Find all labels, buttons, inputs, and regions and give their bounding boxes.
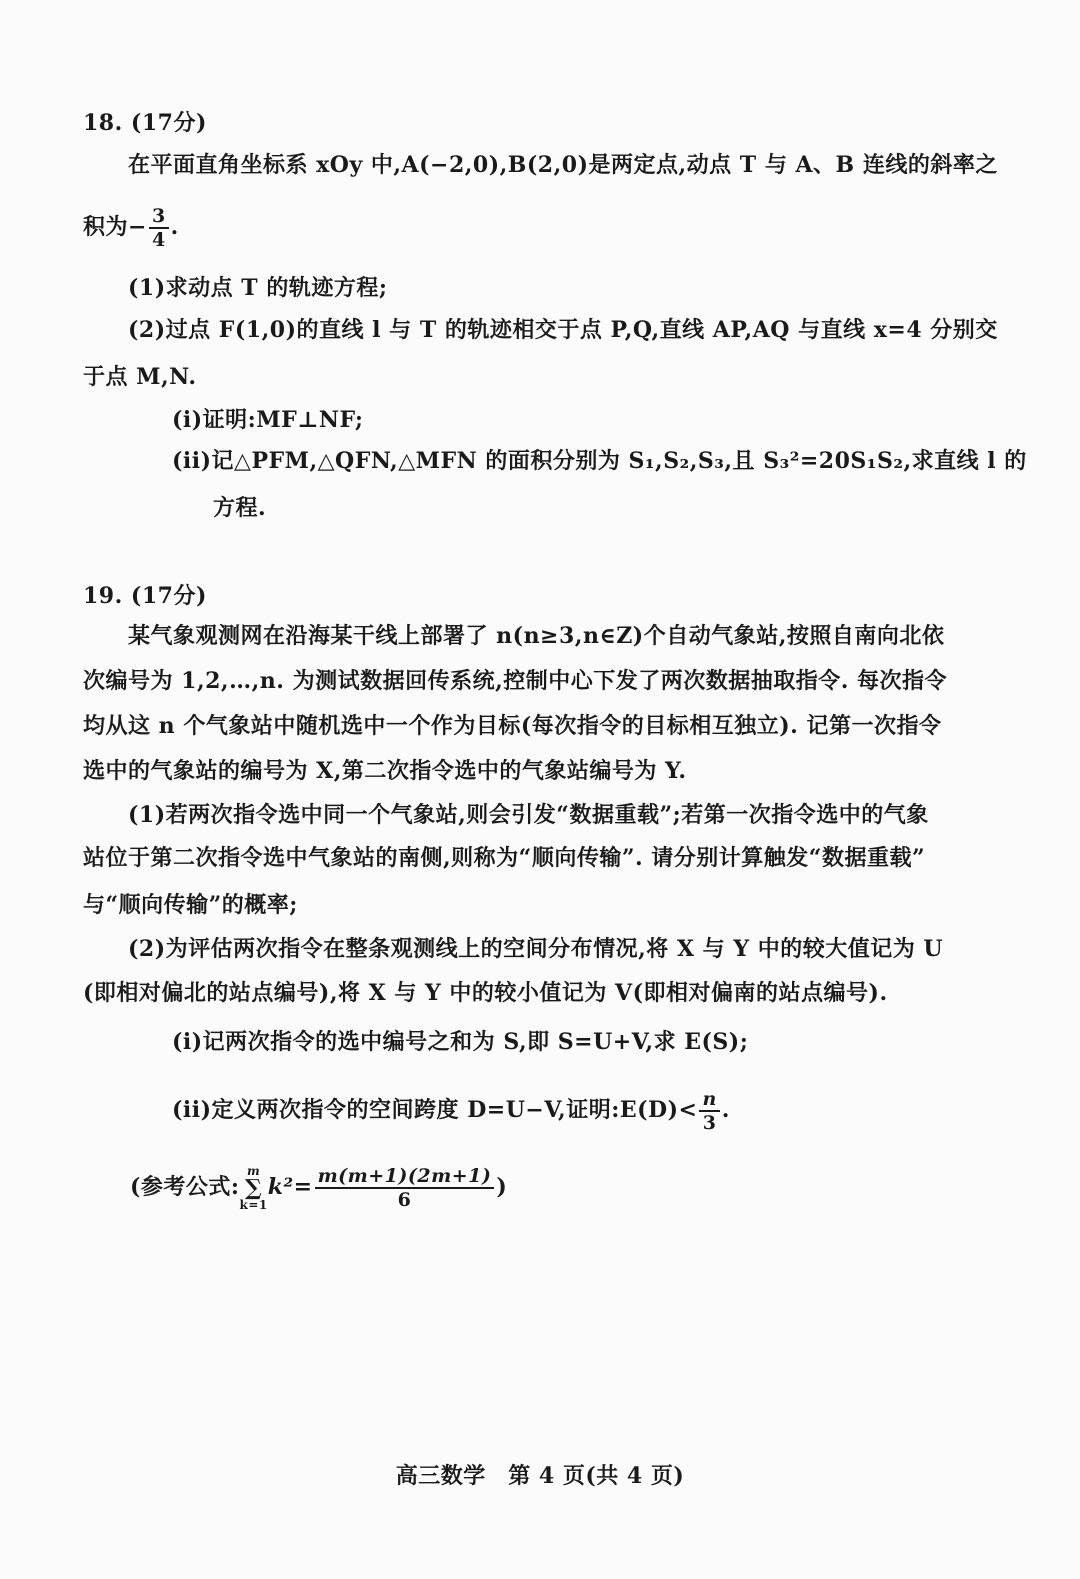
q19-part1-line: 与“顺向传输”的概率; — [83, 892, 298, 918]
denominator: 3 — [702, 1112, 717, 1134]
ref-prefix: (参考公式: — [130, 1174, 240, 1200]
reference-formula — [130, 1165, 507, 1211]
numerator: 3 — [149, 205, 169, 229]
q19-part2-line: (即相对偏北的站点编号),将 X 与 Y 中的较小值记为 V(即相对偏南的站点编号). — [83, 980, 888, 1006]
summation — [240, 1165, 268, 1211]
q18-part2-line2: 于点 M,N. — [83, 364, 197, 390]
page-footer: 高三数学 第 4 页(共 4 页) — [395, 1463, 685, 1489]
q18-sub-ii-line1: (ii)记△PFM,△QFN,△MFN 的面积分别为 S₁,S₂,S₃,且 S₃²=20S₁S₂,求直线 l 的 — [172, 448, 1027, 474]
sum-upper: m — [247, 1164, 261, 1178]
sum-lower: k=1 — [239, 1198, 268, 1212]
fraction — [149, 205, 169, 251]
q19-sub-ii — [172, 1088, 730, 1134]
q19-part1-line: (1)若两次指令选中同一个气象站,则会引发“数据重载”;若第一次指令选中的气象 — [128, 802, 929, 828]
q18-sub-ii-line2: 方程. — [213, 495, 267, 521]
q18-part2-line1: (2)过点 F(1,0)的直线 l 与 T 的轨迹相交于点 P,Q,直线 AP,AQ 与直线 x=4 分别交 — [128, 317, 998, 343]
q18-stem-suffix: . — [170, 214, 179, 240]
q18-stem-prefix: 积为− — [83, 214, 147, 240]
q18-stem-line2 — [83, 205, 179, 251]
fraction — [699, 1088, 719, 1134]
q18-sub-i: (i)证明:MF⊥NF; — [172, 407, 364, 433]
q19-stem-line: 选中的气象站的编号为 X,第二次指令选中的气象站编号为 Y. — [83, 758, 687, 784]
sigma-symbol: ∑ — [245, 1175, 263, 1201]
ref-suffix: ) — [496, 1174, 508, 1200]
q19-stem-line: 某气象观测网在沿海某干线上部署了 n(n≥3,n∈Z)个自动气象站,按照自南向北依 — [128, 623, 945, 649]
q19-stem-line: 次编号为 1,2,…,n. 为测试数据回传系统,控制中心下发了两次数据抽取指令. 每次指令 — [83, 668, 948, 694]
q19-sub-ii-text: (ii)定义两次指令的空间跨度 D=U−V,证明:E(D)< — [172, 1097, 698, 1123]
q18-header: 18. (17分) — [83, 110, 207, 136]
q19-header: 19. (17分) — [83, 583, 207, 609]
q19-stem-line: 均从这 n 个气象站中随机选中一个作为目标(每次指令的目标相互独立). 记第一次指令 — [83, 713, 942, 739]
q19-part2-line: (2)为评估两次指令在整条观测线上的空间分布情况,将 X 与 Y 中的较大值记为 U — [128, 936, 944, 962]
numerator: m(m+1)(2m+1) — [315, 1165, 495, 1189]
q18-part1: (1)求动点 T 的轨迹方程; — [128, 275, 388, 301]
numerator: n — [699, 1088, 719, 1112]
q18-stem-line1: 在平面直角坐标系 xOy 中,A(−2,0),B(2,0)是两定点,动点 T 与 A、B 连线的斜率之 — [128, 152, 998, 178]
fraction — [315, 1165, 495, 1211]
denominator: 4 — [151, 229, 166, 251]
q19-part1-line: 站位于第二次指令选中气象站的南侧,则称为“顺向传输”. 请分别计算触发“数据重载” — [83, 845, 926, 871]
q19-sub-ii-suffix: . — [721, 1097, 730, 1123]
q19-sub-i: (i)记两次指令的选中编号之和为 S,即 S=U+V,求 E(S); — [172, 1029, 749, 1055]
denominator: 6 — [397, 1189, 412, 1211]
ref-term: k²= — [267, 1174, 313, 1200]
